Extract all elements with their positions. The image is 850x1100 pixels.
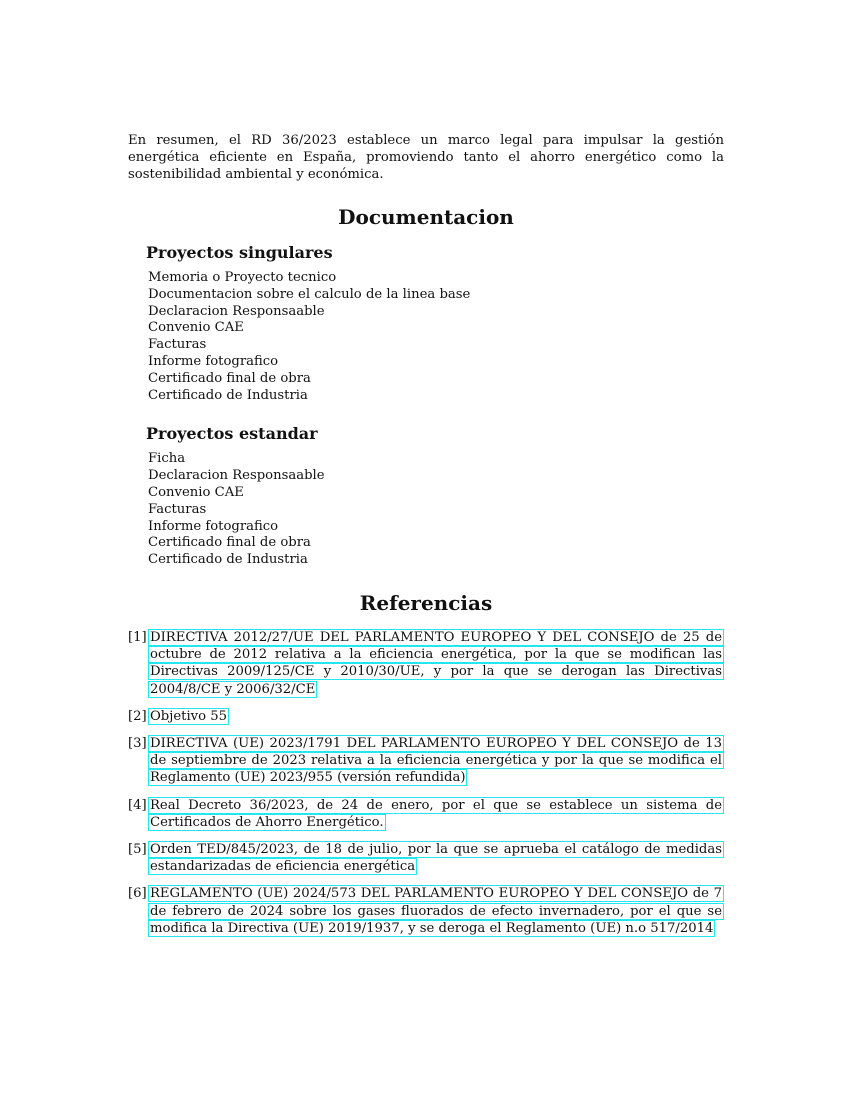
- reference-number: [6]: [128, 886, 147, 902]
- reference-list: [128, 629, 724, 937]
- reference-link[interactable]: DIRECTIVA (UE) 2023/1791 DEL PARLAMENTO EUROPEO Y DEL CONSEJO de 13 de septiembre de 2023 relativa a la eficiencia energética y por la que se modifica el Reglamento (UE) 2023/955 (versión refundida): [150, 735, 722, 786]
- list-item: Convenio CAE: [148, 484, 244, 500]
- reference-item: [128, 885, 724, 937]
- subsection-title-singulares: Proyectos singulares: [146, 243, 333, 262]
- list-item: Certificado de Industria: [148, 387, 308, 403]
- reference-item: [128, 797, 724, 831]
- reference-link[interactable]: DIRECTIVA 2012/27/UE DEL PARLAMENTO EUROPEO Y DEL CONSEJO de 25 de octubre de 2012 relativa a la eficiencia energética, por la que se modifican las Directivas 2009/125/CE y 2010/30/UE, y por la que se derogan las Directivas 2004/8/CE y 2006/32/CE: [150, 629, 722, 697]
- list-item: Certificado final de obra: [148, 370, 311, 386]
- reference-link[interactable]: REGLAMENTO (UE) 2024/573 DEL PARLAMENTO EUROPEO Y DEL CONSEJO de 7 de febrero de 2024 sobre los gases fluorados de efecto invernadero, por el que se modifica la Directiva (UE) 2019/1937, y se deroga el Reglamento (UE) n.o 517/2014: [150, 886, 722, 936]
- list-item: Facturas: [148, 337, 207, 353]
- list-item: Ficha: [148, 451, 186, 467]
- intro-paragraph: En resumen, el RD 36/2023 establece un marco legal para impulsar la gestión energética eficiente en España, promoviendo tanto el ahorro energético como la sostenibilidad ambiental y económica.: [128, 133, 724, 182]
- reference-item: [128, 841, 724, 875]
- list-item: Informe fotografico: [148, 353, 279, 369]
- reference-link[interactable]: Objetivo 55: [150, 708, 228, 724]
- document-page: [128, 132, 724, 947]
- reference-item: [128, 708, 724, 725]
- reference-number: [4]: [128, 797, 147, 813]
- list-item: Documentacion sobre el calculo de la linea base: [148, 286, 471, 302]
- reference-link[interactable]: Real Decreto 36/2023, de 24 de enero, por el que se establece un sistema de Certificados de Ahorro Energético.: [150, 797, 722, 830]
- singulares-list: [128, 270, 724, 404]
- list-item: Certificado de Industria: [148, 552, 308, 568]
- subsection-title-estandar: Proyectos estandar: [146, 424, 318, 444]
- list-item: Facturas: [148, 501, 207, 517]
- list-item: Declaracion Responsaable: [148, 468, 325, 484]
- list-item: Convenio CAE: [148, 320, 244, 336]
- reference-number: [2]: [128, 708, 147, 724]
- section-title-referencias: Referencias: [359, 590, 493, 615]
- list-item: Memoria o Proyecto tecnico: [148, 270, 337, 285]
- reference-number: [1]: [128, 629, 147, 645]
- list-item: Informe fotografico: [148, 518, 279, 534]
- list-item: Certificado final de obra: [148, 535, 311, 551]
- estandar-list: [128, 451, 724, 569]
- list-item: Declaracion Responsaable: [148, 303, 325, 319]
- reference-link[interactable]: Orden TED/845/2023, de 18 de julio, por la que se aprueba el catálogo de medidas estandarizadas de eficiencia energética: [150, 841, 722, 875]
- section-title-documentacion: Documentacion: [338, 205, 514, 229]
- reference-item: [128, 629, 724, 698]
- reference-item: [128, 735, 724, 787]
- reference-number: [3]: [128, 735, 147, 751]
- reference-number: [5]: [128, 841, 147, 857]
